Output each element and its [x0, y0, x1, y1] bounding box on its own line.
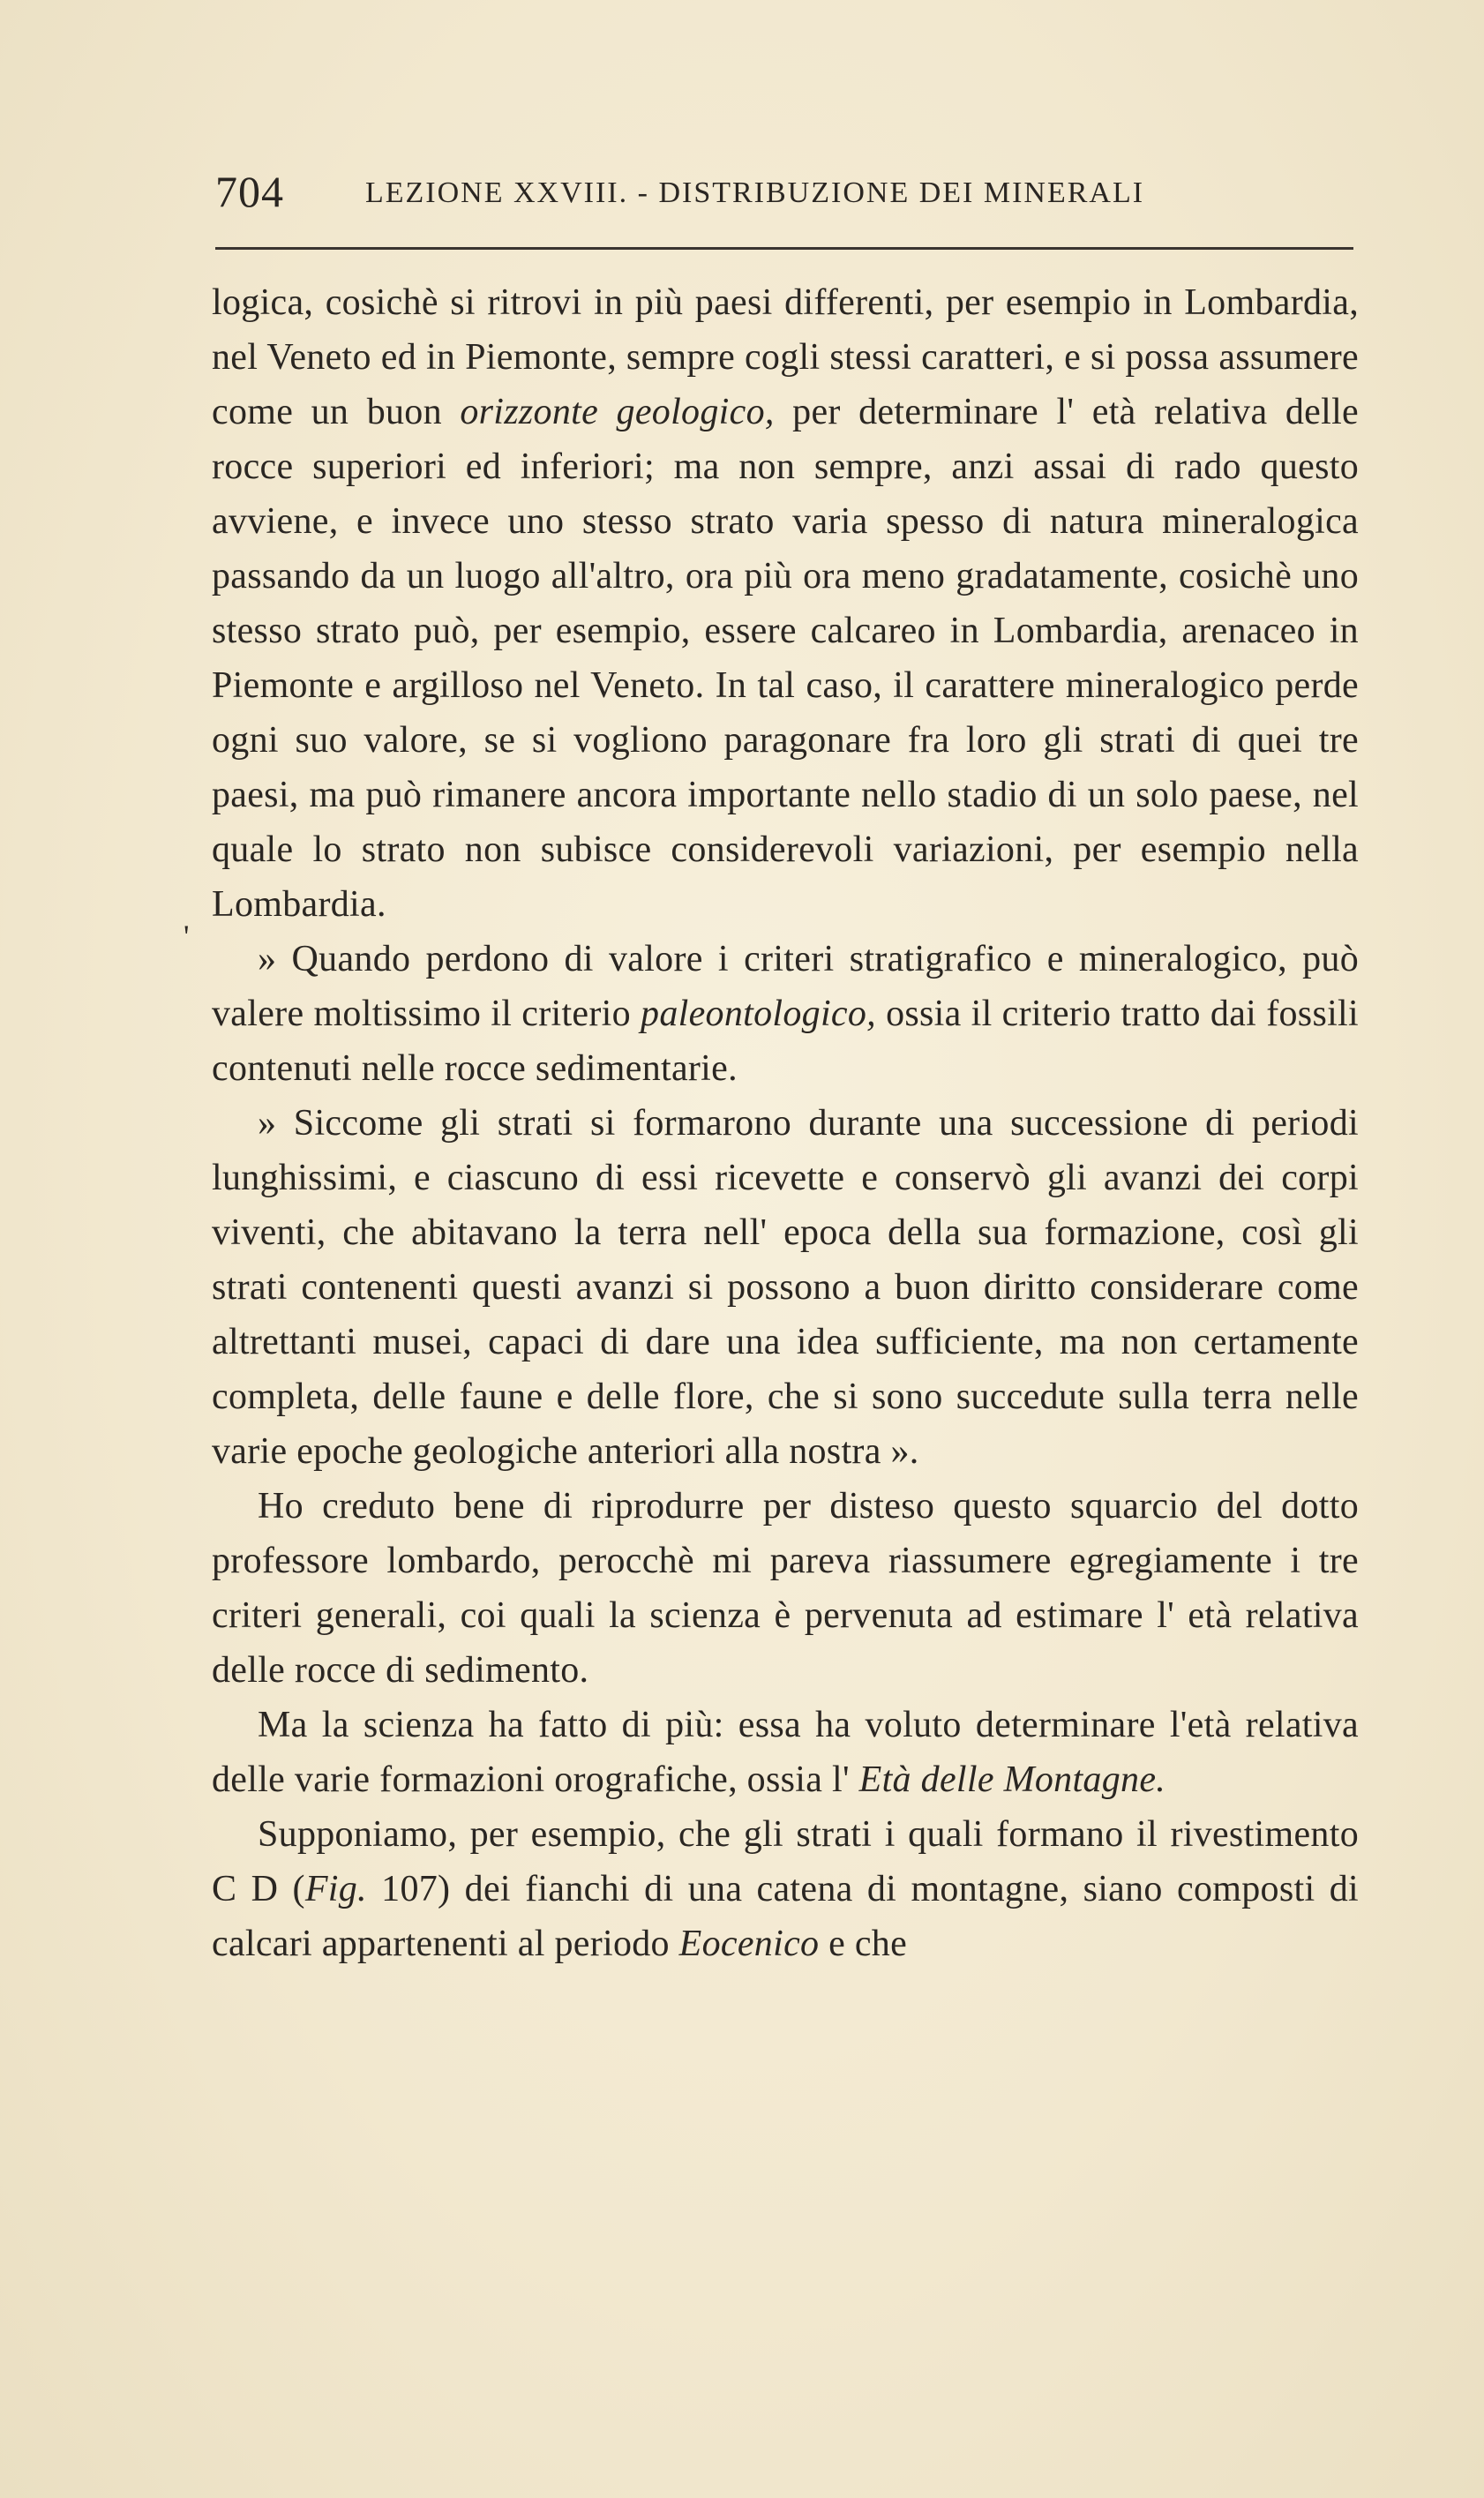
- italic-run: orizzonte geologico,: [460, 392, 775, 432]
- paragraph: [212, 275, 1359, 932]
- text-run: » Siccome gli strati si formarono durante una successione di periodi lunghissimi, e ciascuno di essi ricevette e conservò gli avanzi dei corpi viventi, che abitavano la terra nell' epoca della sua formazione, così gli strati contenenti questi avanzi si possono a buon diritto considerare come altrettanti musei, capaci di dare una idea sufficiente, ma non certamente completa, delle faune e delle flore, che si sono succedute sulla terra nelle varie epoche geologiche anteriori alla nostra ».: [212, 1103, 1359, 1472]
- page-number: 704: [215, 167, 284, 216]
- text-run: per determinare l' età relativa delle rocce superiori ed inferiori; ma non sempre, anzi assai di rado questo avviene, e invece uno stesso strato varia spesso di natura mineralogica passando da un luogo all'altro, ora più ora meno gradatamente, cosichè uno stesso strato può, per esempio, essere calcareo in Lombardia, arenaceo in Piemonte e argilloso nel Veneto. In tal caso, il carattere mineralogico perde ogni suo valore, se si vogliono paragonare fra loro gli strati di quei tre paesi, ma può rimanere ancora importante nello stadio di un solo paese, nel quale lo strato non subisce considerevoli variazioni, per esempio nella Lombardia.: [212, 392, 1359, 925]
- header-rule: [215, 247, 1353, 250]
- paragraph: [212, 1479, 1359, 1698]
- text-run: 107) dei fianchi di una catena di montagne, siano composti di calcari appartenenti al periodo: [212, 1869, 1359, 1964]
- italic-run: Fig.: [304, 1869, 367, 1909]
- italic-run: Eocenico: [678, 1924, 820, 1964]
- running-title: LEZIONE XXVIII. - DISTRIBUZIONE DEI MINERALI: [365, 176, 1145, 209]
- paragraph: [212, 1698, 1359, 1807]
- paragraph: [212, 932, 1359, 1096]
- text-run: logica, cosichè si ritrovi in più paesi differenti, per esempio in Lombardia, nel Veneto ed in Piemonte, sempre cogli stessi caratteri, e si possa assumere come un buon: [212, 282, 1359, 432]
- text-run: Ho creduto bene di riprodurre per disteso questo squarcio del dotto professore lombardo, perocchè mi pareva riassumere egregiamente i tre criteri generali, coi quali la scienza è pervenuta ad estimare l' età relativa delle rocce di sedimento.: [212, 1486, 1359, 1691]
- text-run: ossia il criterio tratto dai fossili contenuti nelle rocce sedimentarie.: [212, 994, 1359, 1089]
- margin-mark: ': [184, 919, 190, 954]
- italic-run: Età delle Montagne.: [858, 1759, 1166, 1800]
- text-run: Ma la scienza ha fatto di più: essa ha voluto determinare l'età relativa delle varie formazioni orografiche, ossia l': [212, 1705, 1359, 1800]
- text-run: Supponiamo, per esempio, che gli strati i quali formano il rivestimento C D (: [212, 1814, 1359, 1909]
- paragraph: [212, 1807, 1359, 1971]
- text-run: » Quando perdono di valore i criteri stratigrafico e mineralogico, può valere moltissimo il criterio: [212, 939, 1359, 1034]
- body-text: [212, 275, 1359, 1971]
- text-run: e che: [819, 1924, 908, 1964]
- running-head: [215, 166, 1362, 219]
- italic-run: paleontologico,: [641, 994, 876, 1034]
- paragraph: [212, 1096, 1359, 1479]
